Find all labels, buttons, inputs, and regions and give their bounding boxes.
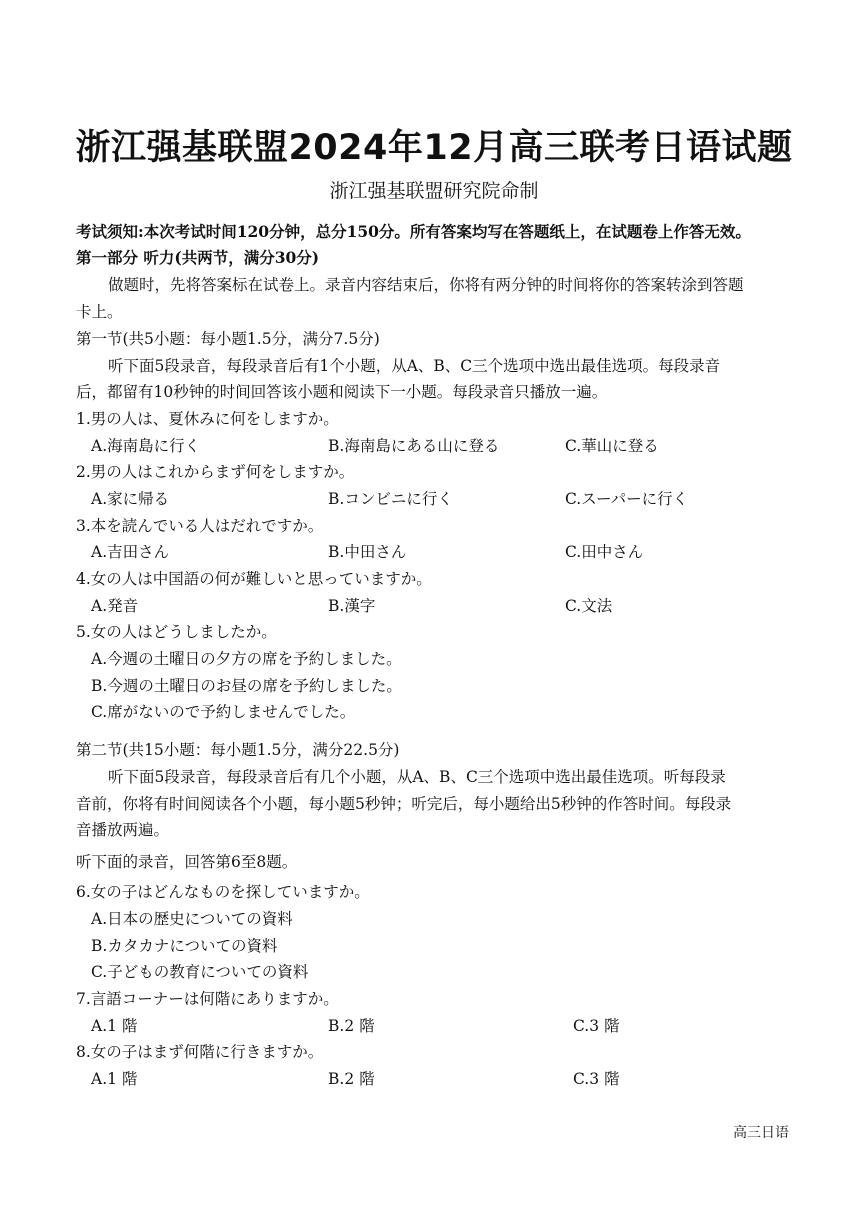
section2-instruction-line2: 音前，你将有时间阅读各个小题，每小题5秒钟；听完后，每小题给出5秒钟的作答时间。每段录 [76,795,732,813]
q3-option-b: B.中田さん [328,543,407,561]
page-footer: 高三日语 [733,1125,789,1141]
part1-heading: 第一部分 听力(共两节，满分30分) [76,248,320,267]
question-5: 5.女の人はどうしましたか。 [76,623,277,641]
question-3: 3.本を読んでいる人はだれですか。 [76,517,324,535]
q2-option-a: A.家に帰る [91,490,170,508]
section2-prompt: 听下面的录音，回答第6至8题。 [76,853,298,871]
q1-option-a: A.海南島に行く [91,437,201,455]
section1-heading: 第一节(共5小题：每小题1.5分，满分7.5分) [76,330,380,348]
q8-option-c: C.3 階 [573,1070,620,1088]
q5-option-b: B.今週の土曜日のお昼の席を予約しました。 [91,677,402,695]
section2-heading: 第二节(共15小题：每小题1.5分，满分22.5分) [76,741,400,759]
question-2: 2.男の人はこれからまず何をしますか。 [76,463,355,481]
q7-option-b: B.2 階 [328,1017,375,1035]
question-6: 6.女の子はどんなものを探していますか。 [76,883,370,901]
q4-option-a: A.発音 [91,597,139,615]
part1-instruction-line1: 做题时，先将答案标在试卷上。录音内容结束后，你将有两分钟的时间将你的答案转涂到答题 [108,276,744,294]
section1-instruction-line1: 听下面5段录音，每段录音后有1个小题，从A、B、C三个选项中选出最佳选项。每段录音 [108,357,721,375]
q4-option-b: B.漢字 [328,597,376,615]
q4-option-c: C.文法 [565,597,613,615]
q1-option-b: B.海南島にある山に登る [328,437,500,455]
part1-instruction-line2: 卡上。 [76,303,123,321]
q5-option-a: A.今週の土曜日の夕方の席を予約しました。 [91,650,402,668]
q8-option-a: A.1 階 [91,1070,138,1088]
q8-option-b: B.2 階 [328,1070,375,1088]
exam-subtitle: 浙江强基联盟研究院命制 [329,180,539,202]
q6-option-b: B.カタカナについての資料 [91,937,278,955]
q6-option-c: C.子どもの教育についての資料 [91,963,309,981]
q2-option-b: B.コンビニに行く [328,490,453,508]
q7-option-a: A.1 階 [91,1017,138,1035]
question-4: 4.女の人は中国語の何が難しいと思っていますか。 [76,570,432,588]
question-1: 1.男の人は、夏休みに何をしますか。 [76,410,339,428]
q6-option-a: A.日本の歴史についての資料 [91,910,293,928]
section2-instruction-line1: 听下面5段录音，每段录音后有几个小题，从A、B、C三个选项中选出最佳选项。听每段录 [108,768,726,786]
question-7: 7.言語コーナーは何階にありますか。 [76,990,339,1008]
q5-option-c: C.席がないので予約しませんでした。 [91,703,356,721]
q2-option-c: C.スーパーに行く [565,490,689,508]
q7-option-c: C.3 階 [573,1017,620,1035]
q1-option-c: C.華山に登る [565,437,659,455]
exam-notice: 考试须知:本次考试时间120分钟，总分150分。所有答案均写在答题纸上，在试题卷上作答无效。 [76,222,751,241]
exam-title: 浙江强基联盟2024年12月高三联考日语试题 [75,128,793,168]
section2-instruction-line3: 音播放两遍。 [76,821,170,839]
question-8: 8.女の子はまず何階に行きますか。 [76,1043,324,1061]
q3-option-c: C.田中さん [565,543,644,561]
section1-instruction-line2: 后，都留有10秒钟的时间回答该小题和阅读下一小题。每段录音只播放一遍。 [76,383,608,401]
q3-option-a: A.吉田さん [91,543,170,561]
